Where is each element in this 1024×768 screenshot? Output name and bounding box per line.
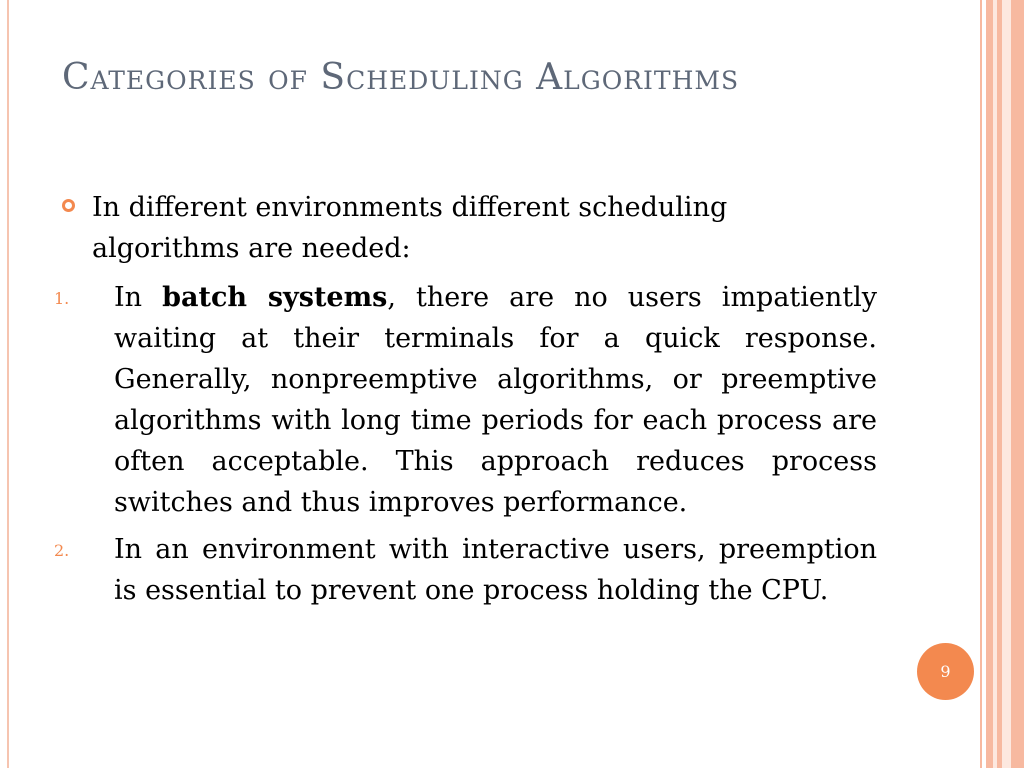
circle-bullet-icon [62,199,75,212]
item-bold-text: batch systems [162,282,388,313]
item-rest-text: , there are no users impatiently waiting at their terminals for a quick response. Generally, nonpreemptive algorithms, or preemptive algorithms with long time periods for each process are often acceptable. This approach reduces process switches and thus improves performance. [114,282,878,518]
item-number: 2. [54,541,70,560]
page-number-badge [917,643,974,700]
item-text: In an environment with interactive users, preemption is essential to prevent one process holding the CPU. [114,534,877,606]
page-number: 9 [940,662,951,681]
slide-body [54,187,878,617]
numbered-item-1 [54,277,878,523]
item-number: 1. [54,289,70,308]
item-lead-text: In [114,282,163,313]
bullet-text: In different environments different scheduling algorithms are needed: [92,192,728,264]
stripe [980,0,982,768]
bullet-item [62,187,877,269]
stripe [1011,0,1024,768]
stripe [1002,0,1011,768]
stripe [986,0,993,768]
decorative-stripes [980,0,1024,768]
item-text [114,277,877,523]
numbered-item-2 [54,529,877,611]
slide-title: Categories of Scheduling Algorithms [62,57,740,98]
left-border-line [7,0,9,768]
